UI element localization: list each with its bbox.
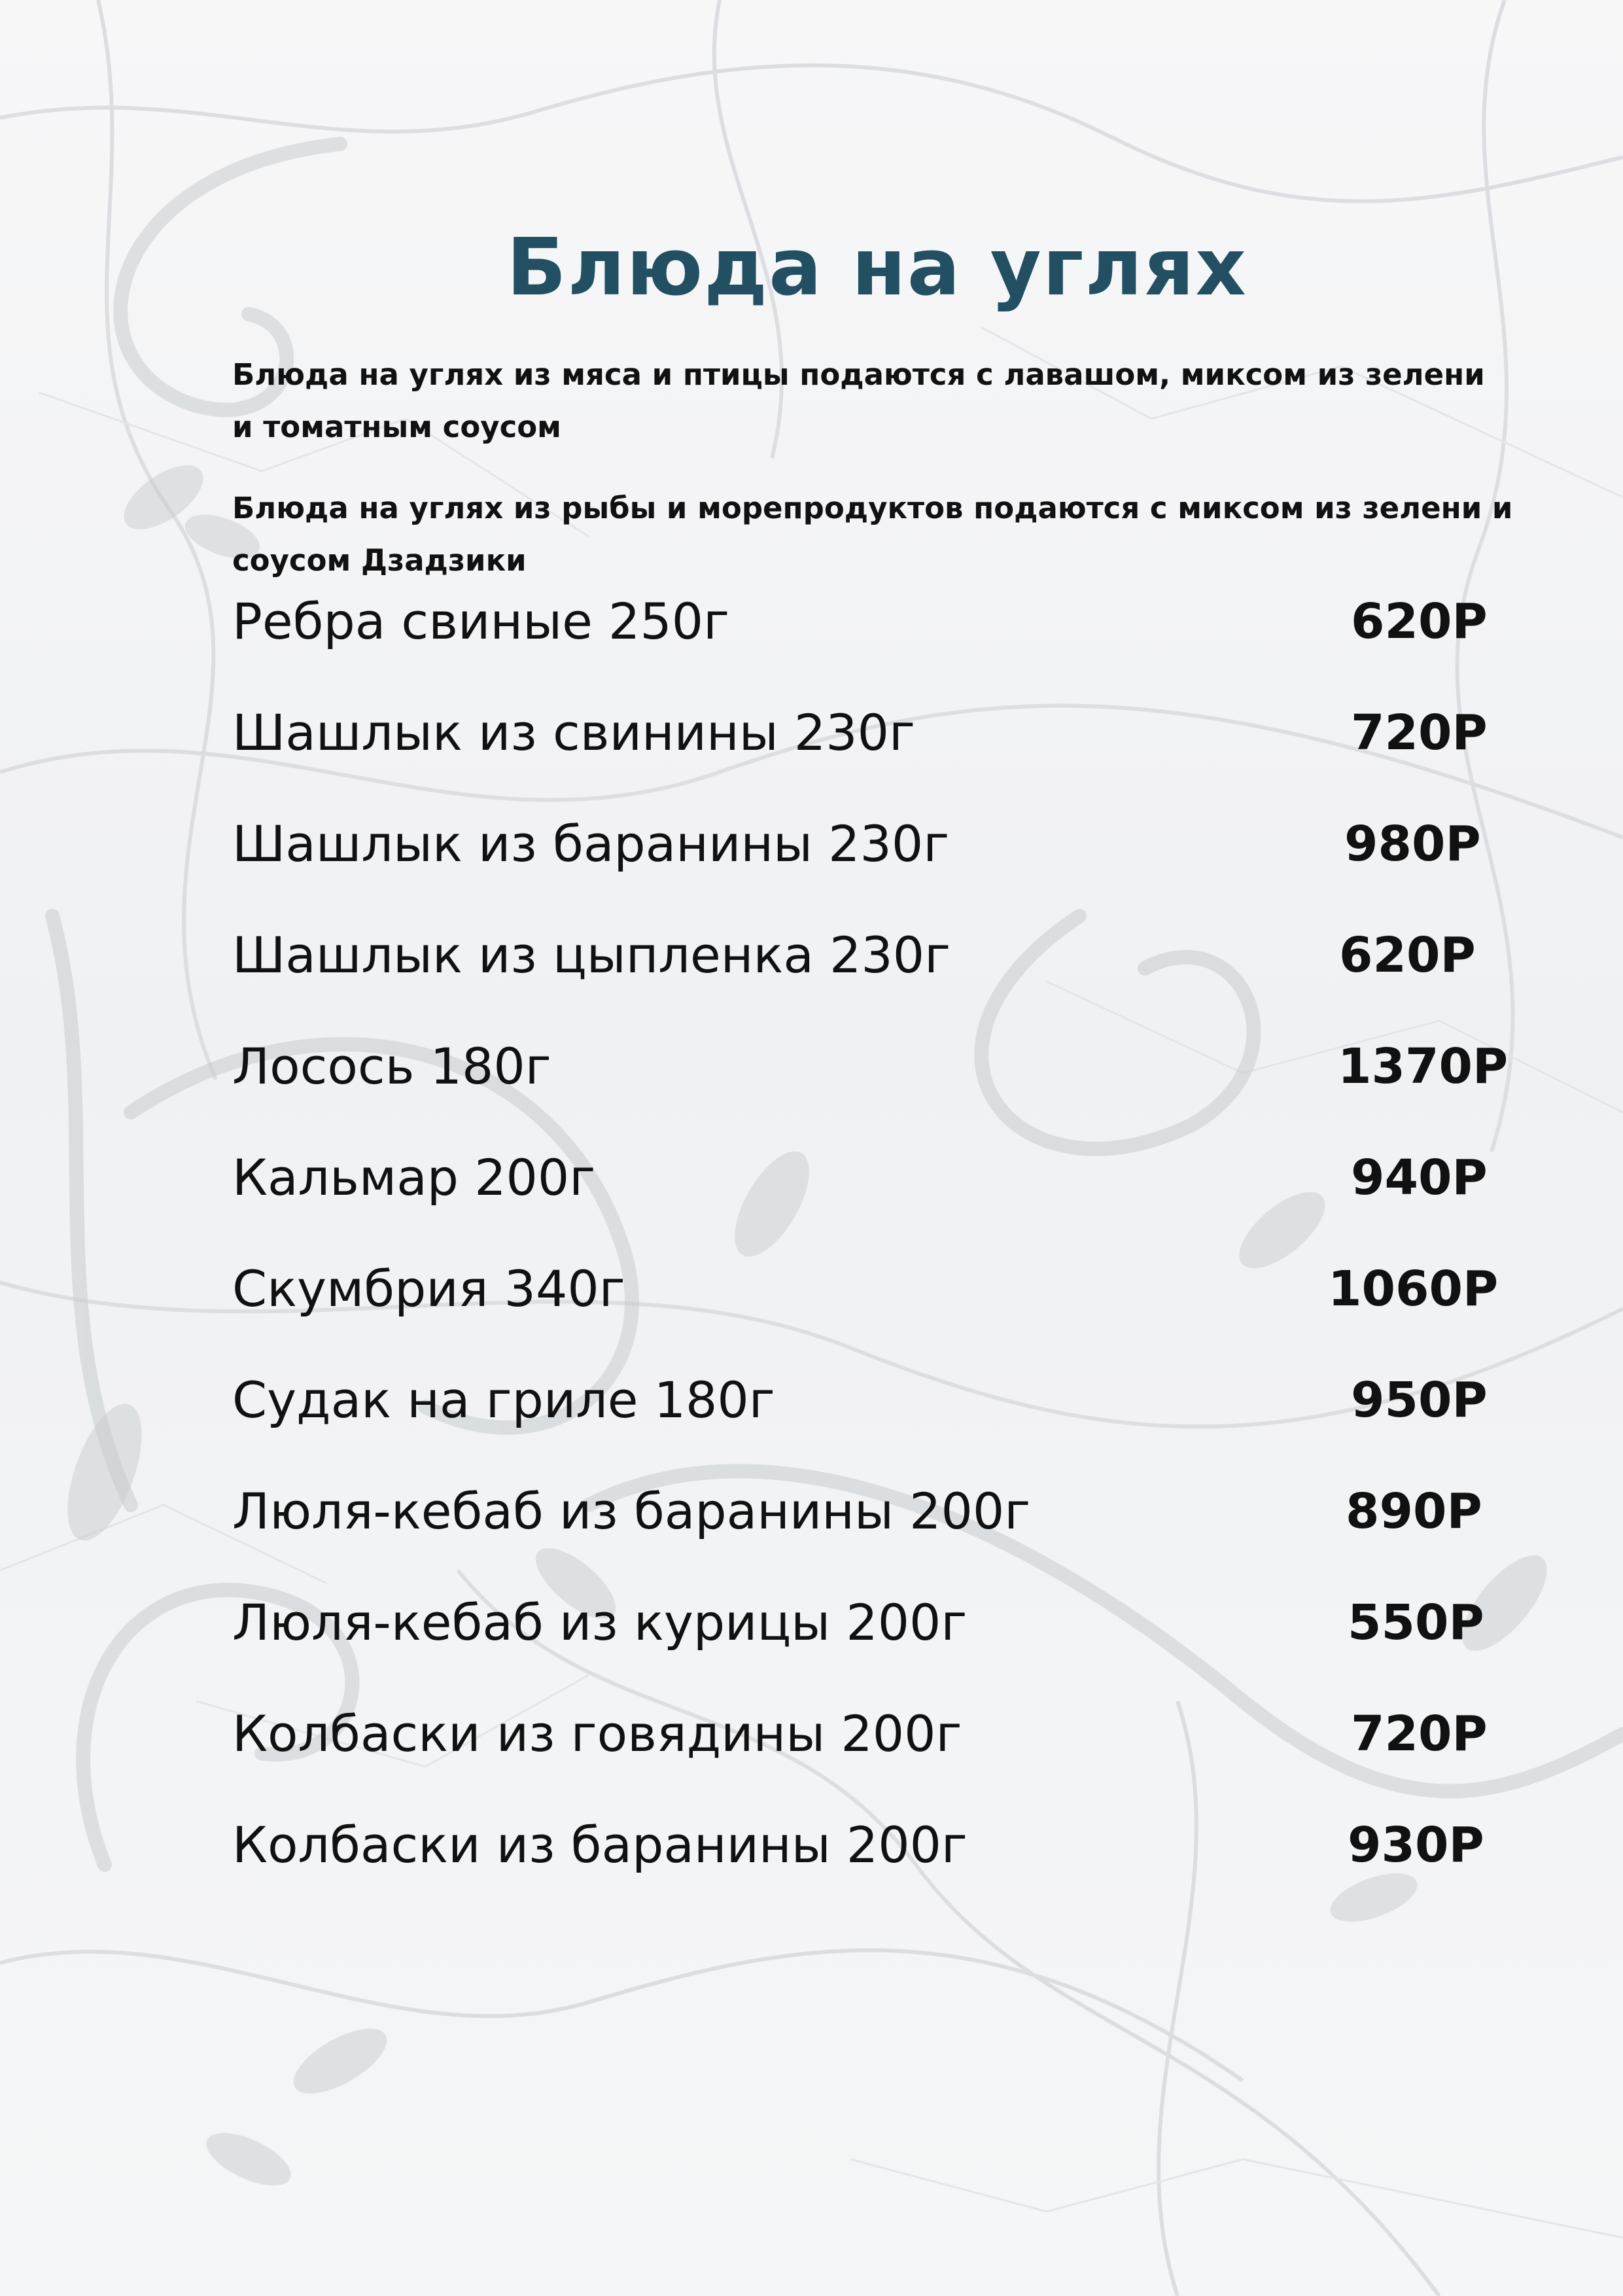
item-name: Шашлык из баранины 230г [232,815,950,873]
menu-item [232,1034,1508,1145]
item-price: 950Р [1351,1372,1488,1428]
menu-item [232,811,1508,923]
item-name: Кальмар 200г [232,1148,596,1207]
menu-item [232,589,1508,700]
serving-note-fish: Блюда на углях из рыбы и морепродуктов подаются с миксом из зелени и соусом Дзадзики [232,491,1513,578]
item-name: Шашлык из цыпленка 230г [232,926,951,984]
item-price: 940Р [1351,1150,1488,1206]
page-title: Блюда на углях [506,222,1248,314]
item-price: 1060Р [1328,1261,1499,1317]
item-name: Люля-кебаб из курицы 200г [232,1593,968,1651]
item-name: Скумбрия 340г [232,1260,625,1318]
item-price: 720Р [1351,1706,1488,1762]
serving-note-meat: Блюда на углях из мяса и птицы подаются с лавашом, миксом из зелени и томатным соусом [232,357,1485,444]
item-price: 1370Р [1338,1038,1509,1095]
menu-item [232,923,1508,1034]
menu-item [232,1256,1508,1368]
menu-items-list [232,589,1508,1924]
item-price: 620Р [1351,593,1488,650]
menu-item [232,1590,1508,1701]
item-name: Судак на гриле 180г [232,1371,775,1429]
menu-item [232,1368,1508,1479]
item-name: Люля-кебаб из баранины 200г [232,1482,1031,1540]
item-name: Лосось 180г [232,1037,551,1095]
item-price: 720Р [1351,705,1488,761]
item-price: 980Р [1344,816,1481,872]
item-price: 550Р [1348,1595,1484,1651]
item-price: 620Р [1339,927,1476,983]
item-price: 930Р [1348,1817,1484,1873]
item-name: Ребра свиные 250г [232,592,729,650]
menu-item [232,1479,1508,1590]
menu-item [232,1701,1508,1812]
item-name: Шашлык из свинины 230г [232,703,915,762]
item-name: Колбаски из баранины 200г [232,1816,968,1874]
menu-item [232,1145,1508,1256]
menu-item [232,1812,1508,1924]
item-price: 890Р [1346,1483,1482,1540]
item-name: Колбаски из говядины 200г [232,1704,962,1763]
menu-item [232,700,1508,811]
